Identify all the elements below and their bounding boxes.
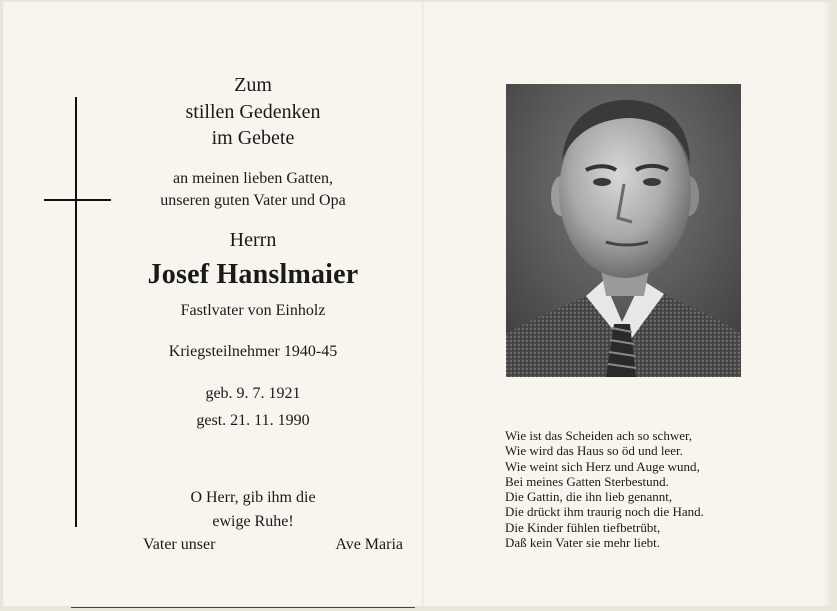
- poem-line: Bei meines Gatten Sterbestund.: [505, 473, 669, 489]
- prayer-names: [143, 536, 403, 554]
- service-years: Kriegsteilnehmer 1940-45: [168, 343, 338, 360]
- salutation: Herrn: [229, 229, 277, 251]
- poem-line: Die Kinder fühlen tiefbetrübt,: [505, 519, 661, 535]
- prayer-line-2: ewige Ruhe!: [212, 513, 294, 530]
- dedication-line-2: unseren guten Vater und Opa: [160, 192, 346, 209]
- poem-line: Daß kein Vater sie mehr liebt.: [505, 535, 660, 551]
- heading-line-1: Zum: [234, 74, 272, 96]
- bottom-rule: [71, 607, 415, 608]
- poem: [505, 428, 805, 550]
- deceased-name: Josef Hanslmaier: [147, 259, 359, 290]
- death-date: gest. 21. 11. 1990: [196, 412, 310, 429]
- poem-line: Die drückt ihm traurig noch die Hand.: [505, 504, 704, 520]
- prayer-ave-maria: Ave Maria: [335, 536, 403, 553]
- poem-line: Wie wird das Haus so öd und leer.: [505, 443, 683, 459]
- dedication-line-1: an meinen lieben Gatten,: [173, 170, 333, 187]
- memorial-card: [3, 2, 831, 606]
- poem-line: Wie weint sich Herz und Auge wund,: [505, 458, 700, 474]
- poem-line: Wie ist das Scheiden ach so schwer,: [505, 428, 693, 443]
- prayer-line-1: O Herr, gib ihm die: [190, 489, 316, 506]
- heading-line-2: stillen Gedenken: [185, 101, 321, 123]
- deceased-title: Fastlvater von Einholz: [180, 302, 326, 319]
- heading-line-3: im Gebete: [211, 127, 295, 149]
- poem-line: Die Gattin, die ihn lieb genannt,: [505, 489, 673, 505]
- birth-date: geb. 9. 7. 1921: [205, 385, 301, 402]
- card-edge: [823, 2, 831, 606]
- cross-vertical-line: [75, 97, 77, 527]
- prayer-vater-unser: Vater unser: [143, 536, 216, 553]
- card-fold: [422, 2, 424, 606]
- portrait-photo: [506, 84, 741, 377]
